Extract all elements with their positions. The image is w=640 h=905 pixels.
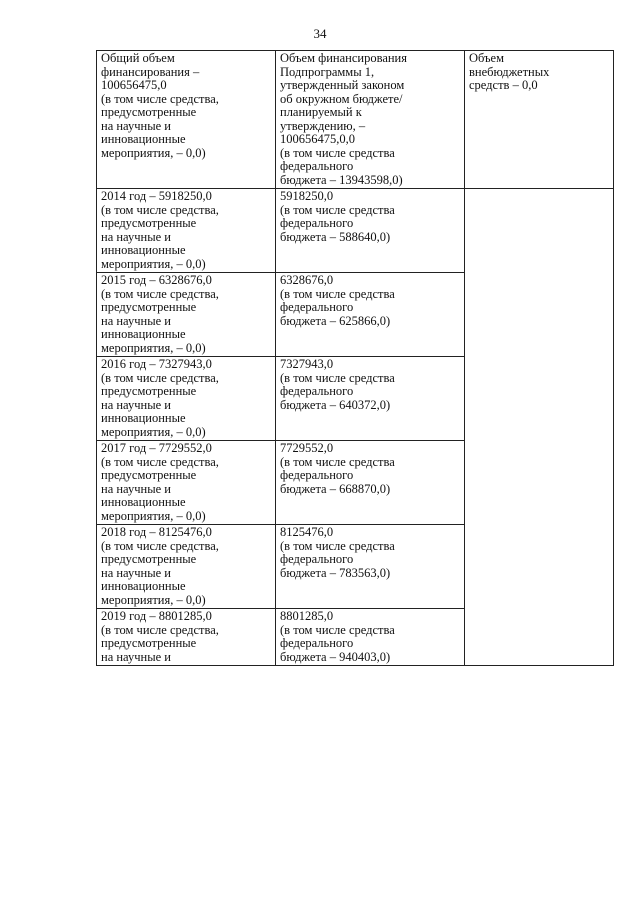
year-total-line: инновационные (101, 243, 186, 257)
year-subprogram-line: 7327943,0 (280, 357, 334, 371)
year-total-cell (97, 189, 276, 273)
header-total-line: инновационные (101, 132, 186, 146)
year-subprogram-line: 8801285,0 (280, 609, 334, 623)
year-subprogram-cell (276, 189, 465, 273)
year-subprogram-line: федерального (280, 468, 354, 482)
year-subprogram-cell (276, 357, 465, 441)
year-total-line: на научные и (101, 313, 171, 328)
year-total-line: инновационные (101, 327, 186, 341)
year-total-line: 2014 год – 5918250,0 (101, 189, 212, 203)
year-total-line: (в том числе средства, (101, 622, 219, 637)
year-total-line: 2018 год – 8125476,0 (101, 525, 212, 539)
year-subprogram-line: бюджета – 940403,0) (280, 649, 391, 664)
year-subprogram-cell (276, 441, 465, 525)
year-total-cell (97, 609, 276, 666)
year-total-line: на научные и (101, 481, 171, 496)
year-subprogram-cell (276, 609, 465, 666)
year-total-line: 2015 год – 6328676,0 (101, 273, 212, 287)
year-subprogram-cell (276, 273, 465, 357)
year-total-cell (97, 441, 276, 525)
table-row (97, 357, 614, 441)
table-row (97, 441, 614, 525)
year-total-line: предусмотренные (101, 468, 197, 482)
year-total-line: 2017 год – 7729552,0 (101, 441, 212, 455)
year-total-line: на научные и (101, 397, 171, 412)
year-subprogram-line: 8125476,0 (280, 525, 334, 539)
header-extrabudget-line: внебюджетных (469, 64, 550, 79)
header-subprogram-line: (в том числе средства (280, 145, 395, 160)
year-total-line: инновационные (101, 411, 186, 425)
header-extrabudget-line: Объем (469, 51, 504, 65)
year-extrabudget-cell (465, 441, 614, 525)
year-total-line: предусмотренные (101, 300, 197, 314)
header-subprogram-line: утвержденный законом (280, 78, 405, 92)
header-total-cell (97, 51, 276, 189)
year-extrabudget-cell (465, 525, 614, 609)
year-total-cell (97, 357, 276, 441)
year-subprogram-line: (в том числе средства (280, 454, 395, 469)
header-extrabudget-line: средств – 0,0 (469, 78, 538, 92)
year-total-line: (в том числе средства, (101, 370, 219, 385)
year-total-cell (97, 273, 276, 357)
header-extrabudget-cell (465, 51, 614, 189)
year-total-line: предусмотренные (101, 636, 197, 650)
financing-table (96, 50, 614, 666)
year-total-line: (в том числе средства, (101, 538, 219, 553)
header-total-line: (в том числе средства, (101, 91, 219, 106)
year-total-line: (в том числе средства, (101, 202, 219, 217)
header-total-line: финансирования – (101, 64, 200, 79)
year-total-line: инновационные (101, 579, 186, 593)
year-subprogram-line: (в том числе средства (280, 370, 395, 385)
year-subprogram-line: (в том числе средства (280, 622, 395, 637)
header-total-line: Общий объем (101, 51, 175, 65)
year-subprogram-line: 5918250,0 (280, 189, 334, 203)
page-number: 34 (313, 26, 327, 41)
header-total-line: 100656475,0 (101, 78, 167, 92)
year-subprogram-line: 7729552,0 (280, 441, 334, 455)
year-subprogram-cell (276, 525, 465, 609)
header-total-line: на научные и (101, 118, 171, 133)
header-subprogram-line: об окружном бюджете/ (280, 91, 403, 106)
year-subprogram-line: федерального (280, 216, 354, 230)
year-subprogram-line: бюджета – 668870,0) (280, 481, 391, 496)
year-total-line: мероприятия, – 0,0) (101, 424, 206, 439)
year-total-line: предусмотренные (101, 552, 197, 566)
year-extrabudget-cell (465, 189, 614, 273)
year-subprogram-line: федерального (280, 636, 354, 650)
year-subprogram-line: (в том числе средства (280, 202, 395, 217)
header-subprogram-cell (276, 51, 465, 189)
year-subprogram-line: федерального (280, 552, 354, 566)
year-total-line: на научные и (101, 565, 171, 580)
year-total-line: (в том числе средства, (101, 454, 219, 469)
year-subprogram-line: бюджета – 783563,0) (280, 565, 391, 580)
year-subprogram-line: федерального (280, 300, 354, 314)
table-row (97, 525, 614, 609)
table-row (97, 273, 614, 357)
year-total-line: мероприятия, – 0,0) (101, 592, 206, 607)
year-subprogram-line: бюджета – 625866,0) (280, 313, 391, 328)
year-subprogram-line: федерального (280, 384, 354, 398)
year-total-line: (в том числе средства, (101, 286, 219, 301)
year-subprogram-line: бюджета – 588640,0) (280, 229, 391, 244)
year-total-line: мероприятия, – 0,0) (101, 508, 206, 523)
header-subprogram-line: федерального (280, 159, 354, 173)
header-total-line: предусмотренные (101, 105, 197, 119)
year-subprogram-line: (в том числе средства (280, 286, 395, 301)
year-subprogram-line: 6328676,0 (280, 273, 334, 287)
year-total-line: предусмотренные (101, 216, 197, 230)
year-total-line: 2016 год – 7327943,0 (101, 357, 212, 371)
year-total-cell (97, 525, 276, 609)
year-total-line: мероприятия, – 0,0) (101, 340, 206, 355)
table-row (97, 189, 614, 273)
year-total-line: предусмотренные (101, 384, 197, 398)
year-extrabudget-cell (465, 609, 614, 666)
year-total-line: 2019 год – 8801285,0 (101, 609, 212, 623)
year-subprogram-line: бюджета – 640372,0) (280, 397, 391, 412)
year-subprogram-line: (в том числе средства (280, 538, 395, 553)
header-subprogram-line: планируемый к (280, 105, 362, 119)
table-header-row (97, 51, 614, 189)
header-subprogram-line: Объем финансирования (280, 51, 407, 65)
year-extrabudget-cell (465, 357, 614, 441)
header-subprogram-line: 100656475,0,0 (280, 132, 355, 146)
year-total-line: на научные и (101, 229, 171, 244)
year-extrabudget-cell (465, 273, 614, 357)
year-total-line: инновационные (101, 495, 186, 509)
header-total-line: мероприятия, – 0,0) (101, 145, 206, 160)
year-total-line: на научные и (101, 649, 171, 664)
financing-table-body (97, 51, 614, 666)
table-row (97, 609, 614, 666)
header-subprogram-line: бюджета – 13943598,0) (280, 172, 403, 187)
year-total-line: мероприятия, – 0,0) (101, 256, 206, 271)
header-subprogram-line: Подпрограммы 1, (280, 64, 375, 79)
header-subprogram-line: утверждению, – (280, 118, 366, 133)
